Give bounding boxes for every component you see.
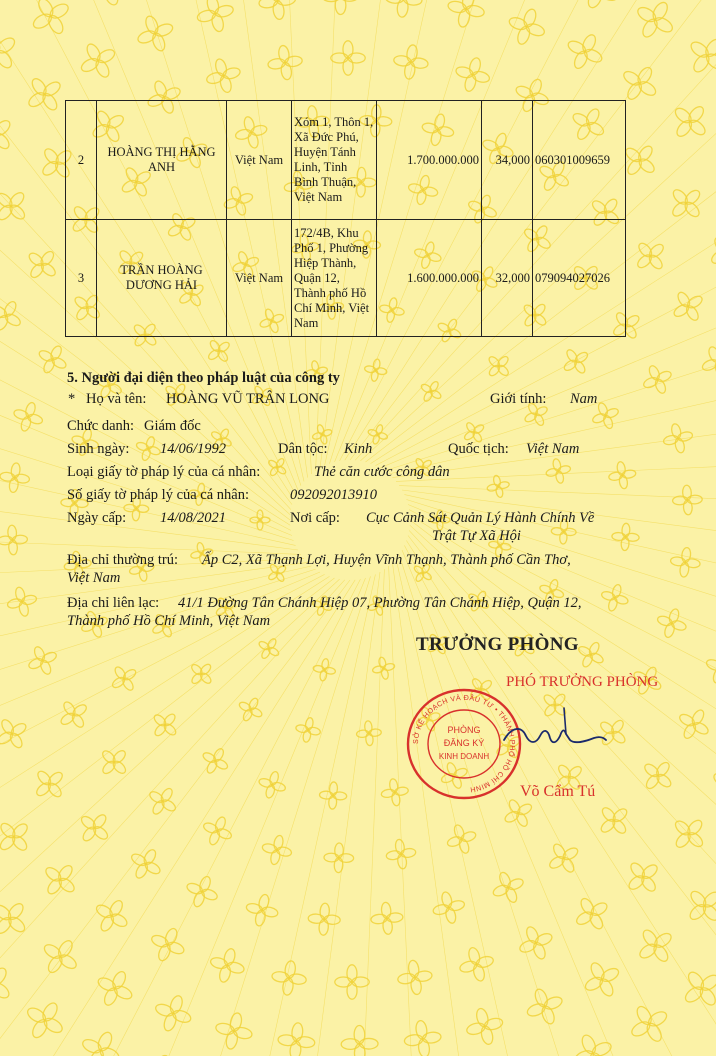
nationality-label: Quốc tịch: xyxy=(448,441,509,457)
dob-value: 14/06/1992 xyxy=(160,441,227,457)
seal-ring-text: SỞ KẾ HOẠCH VÀ ĐẦU TƯ • THÀNH PHỐ HỒ CHÍ MINH xyxy=(410,692,518,795)
name-value: HOÀNG VŨ TRÂN LONG xyxy=(166,391,330,407)
signature-title: TRƯỞNG PHÒNG xyxy=(416,634,579,655)
signature-subtitle: PHÓ TRƯỞNG PHÒNG xyxy=(506,674,659,690)
nationality-value: Việt Nam xyxy=(526,441,580,457)
issue-date-label: Ngày cấp: xyxy=(67,510,127,526)
handwritten-signature xyxy=(500,700,610,760)
seal-center-line-2: ĐĂNG KÝ xyxy=(443,738,485,748)
member-nationality: Việt Nam xyxy=(227,220,292,337)
gender-label: Giới tính: xyxy=(490,391,547,407)
doc-type-label: Loại giấy tờ pháp lý của cá nhân: xyxy=(67,464,261,480)
doc-number-label: Số giấy tờ pháp lý của cá nhân: xyxy=(67,487,250,503)
name-label: Họ và tên: xyxy=(86,391,147,407)
member-nationality: Việt Nam xyxy=(227,101,292,220)
row-number: 3 xyxy=(66,220,97,337)
issue-place-value-cont: Trật Tự Xã Hội xyxy=(432,528,521,544)
members-table xyxy=(65,100,626,337)
table-row xyxy=(66,220,626,337)
member-address: Xóm 1, Thôn 1, Xã Đức Phú, Huyện Tánh Linh, Tỉnh Bình Thuận, Việt Nam xyxy=(292,101,377,220)
title-value: Giám đốc xyxy=(144,418,201,434)
member-address: 172/4B, Khu Phố 1, Phường Hiệp Thành, Quận 12, Thành phố Hồ Chí Minh, Việt Nam xyxy=(292,220,377,337)
issue-place-value: Cục Cảnh Sát Quản Lý Hành Chính Về xyxy=(366,510,595,526)
row-number: 2 xyxy=(66,101,97,220)
seal-center-line-1: PHÒNG xyxy=(447,725,481,735)
section-heading: 5. Người đại diện theo pháp luật của công ty xyxy=(67,370,340,386)
permanent-address-label: Địa chỉ thường trú: xyxy=(67,552,178,568)
permanent-address-value: Ấp C2, Xã Thạnh Lợi, Huyện Vĩnh Thạnh, Thành phố Cần Thơ, xyxy=(202,552,571,568)
member-percent: 32,000 xyxy=(482,220,533,337)
member-percent: 34,000 xyxy=(482,101,533,220)
doc-type-value: Thẻ căn cước công dân xyxy=(314,464,450,480)
member-capital: 1.700.000.000 xyxy=(377,101,482,220)
permanent-address-value-cont: Việt Nam xyxy=(67,570,121,586)
dob-label: Sinh ngày: xyxy=(67,441,130,457)
member-name: TRẦN HOÀNG DƯƠNG HẢI xyxy=(97,220,227,337)
ethnic-value: Kinh xyxy=(344,441,373,457)
contact-address-value: 41/1 Đường Tân Chánh Hiệp 07, Phường Tân Chánh Hiệp, Quận 12, xyxy=(178,595,582,611)
seal-center-line-3: KINH DOANH xyxy=(438,752,490,761)
contact-address-label: Địa chỉ liên lạc: xyxy=(67,595,160,611)
contact-address-value-cont: Thành phố Hồ Chí Minh, Việt Nam xyxy=(67,613,271,629)
table-row xyxy=(66,101,626,220)
member-id-number: 060301009659 xyxy=(533,101,626,220)
member-name: HOÀNG THỊ HẰNG ANH xyxy=(97,101,227,220)
member-id-number: 079094027026 xyxy=(533,220,626,337)
ethnic-label: Dân tộc: xyxy=(278,441,328,457)
title-label: Chức danh: xyxy=(67,418,135,434)
member-capital: 1.600.000.000 xyxy=(377,220,482,337)
doc-number-value: 092092013910 xyxy=(290,487,377,503)
issue-date-value: 14/08/2021 xyxy=(160,510,227,526)
bullet-marker: * xyxy=(68,391,76,407)
gender-value: Nam xyxy=(570,391,598,407)
issue-place-label: Nơi cấp: xyxy=(290,510,340,526)
signer-name: Võ Cẩm Tú xyxy=(520,783,596,800)
